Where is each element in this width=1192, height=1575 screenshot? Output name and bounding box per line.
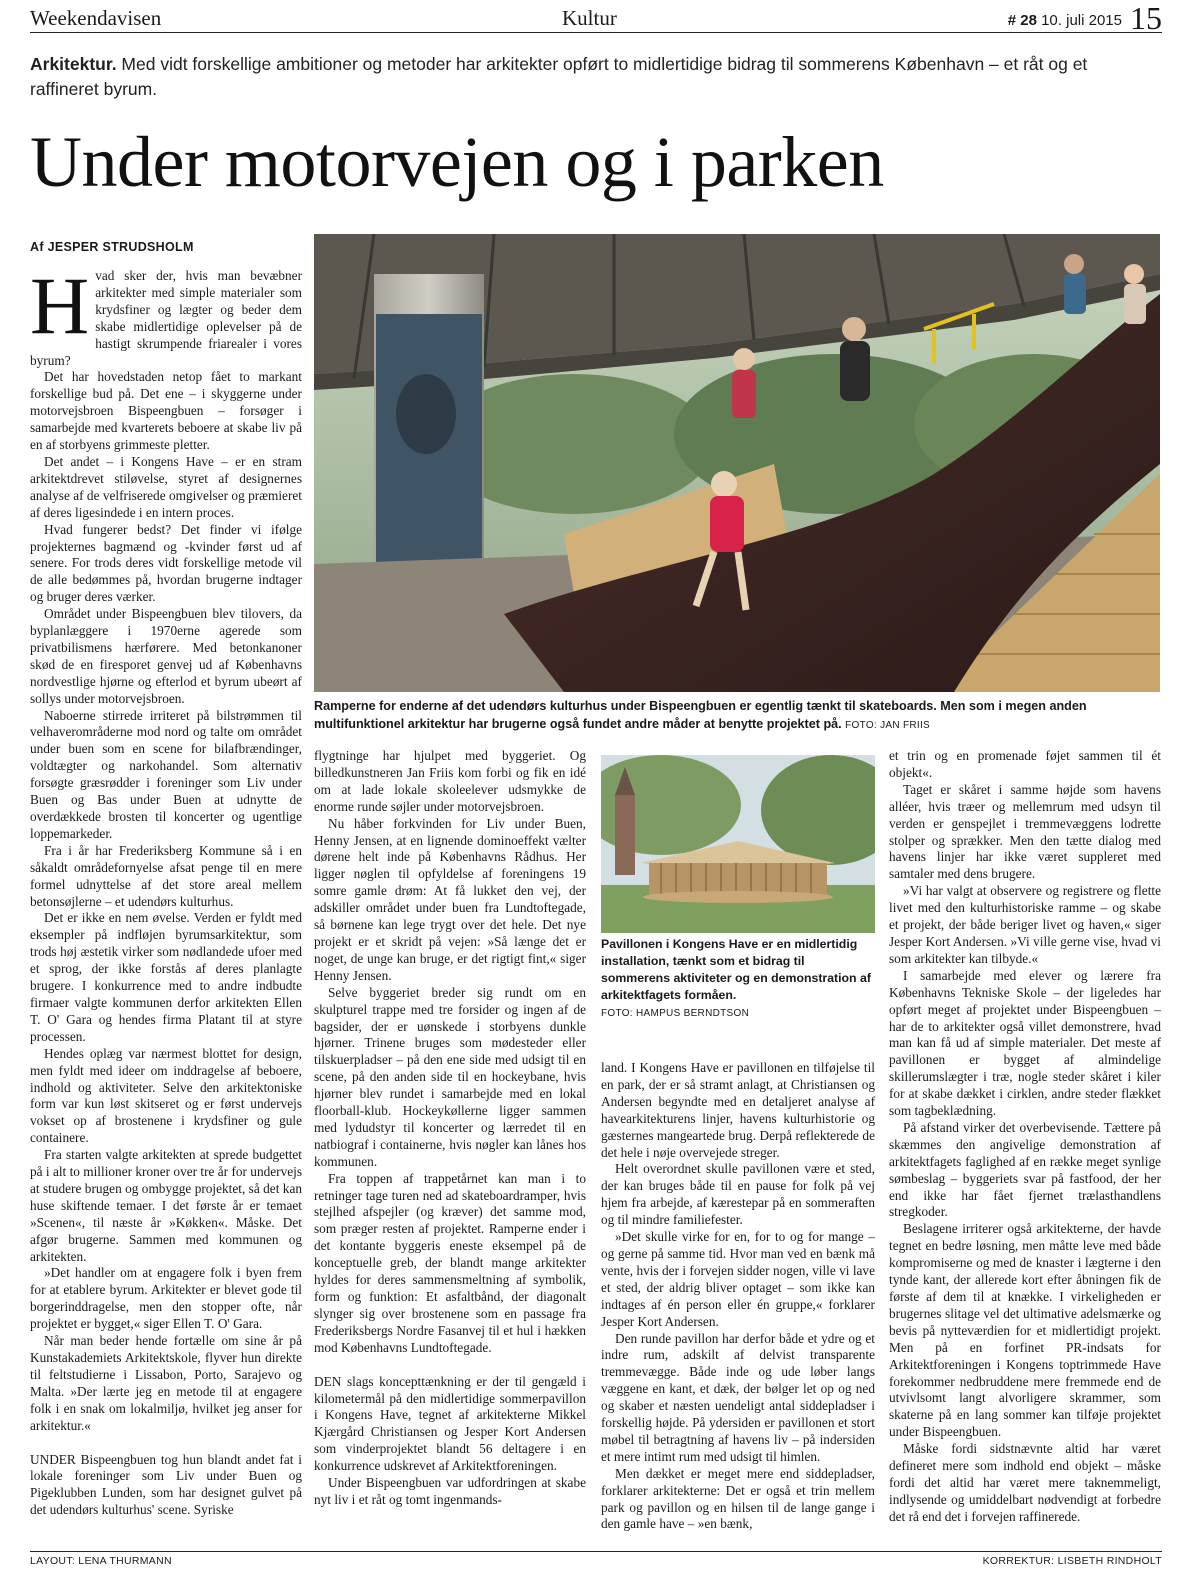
kicker xyxy=(30,52,1090,102)
paragraph: »Det handler om at engagere folk i byen frem for at etablere byrum. Arkitekter er blevet gode til borgerinddragelse, men den stopper ofte, når projektet er bygget,« siger Ellen T. O' Gara. xyxy=(30,1265,302,1332)
paragraph: På afstand virker det overbevisende. Tættere på skæmmes den angivelige demonstration af arkitektfagets faglighed af en række meget synlige sømbeslag – byggeriets svar på fastfood, der her end ikke har fået fjernet trælasthandlens stregkoder. xyxy=(889,1119,1161,1220)
paragraph: Naboerne stirrede irriteret på bilstrømmen til velhaverområderne mod nord og talte om området under buen som en scene for bilafbrændinger, voldtægter og narkohandel. Som alternativ forsøgte græsrødder i foreninger som Liv under Buen og Bas under Buen at udnytte de overdækkede brosten til koncerter og ugentlige loppemarkeder. xyxy=(30,707,302,841)
page-number: 15 xyxy=(1130,0,1162,36)
pavilion-photo-caption xyxy=(601,936,875,1022)
issue-info xyxy=(1008,12,1122,29)
small-photo-credit: FOTO: HAMPUS BERNDTSON xyxy=(601,1008,750,1019)
main-photo-credit: FOTO: JAN FRIIS xyxy=(845,720,931,731)
publication-name: Weekendavisen xyxy=(30,6,162,30)
headline: Under motorvejen og i parken xyxy=(30,122,884,202)
issue-number: # 28 xyxy=(1007,12,1037,29)
paragraph: Beslagene irriterer også arkitekterne, der havde tegnet en bedre løsning, men måtte leve med både kompromiserne og med de knaster i lægterne i den tynde kant, der allerede kort efter åbningen fik de første af dem til at knække. I virkeligheden er brugernes slitage vel det ultimative adelsmærke og bevis på nytteværdien for et midlertidigt projekt. Men på en forfinet PR-indsats for Arkitektforeningen i Kongens toptrimmede Have forekommer nedbruddene mere fremmede end de utvivlsomt langt alvorligere skrammer, som skaterne på en lang sommer kan tilføje projektet under Bispeengbuen. xyxy=(889,1221,1161,1440)
paragraph: land. I Kongens Have er pavillonen en tilføjelse til en park, der er så stramt anlagt, at Christiansen og Andersen begyndte med en detaljeret analyse af havearkitekturens linjer, havens kulturhistorie og gæsternes mangeartede brug. Derpå reflekterede de det hele i nøje overvejede streger. xyxy=(601,1060,875,1160)
paragraph: »Det skulle virke for en, for to og for mange – og gerne på samme tid. Hvor man ved en bænk må vente, hvis der i forvejen sidder nogen, ville vi lave et sted, der aldrig bliver optaget – som ikke kan indtages af én person eller én gruppe,« forklarer Jesper Kort Andersen. xyxy=(601,1229,875,1329)
body-column-3 xyxy=(601,1060,875,1533)
section-name: Kultur xyxy=(562,6,617,30)
main-photo xyxy=(314,234,1160,692)
paragraph: Hvad fungerer bedst? Det finder vi ifølge projekternes bagmænd og -kvinder først ud af senere. For trods deres vidt forskellige metode vil de alle bedømmes på, hvordan brugerne indtager og bruger deres værker. xyxy=(30,521,302,605)
paragraph: I samarbejde med elever og lærere fra Københavns Tekniske Skole – der ligeledes har opført meget af projektet under Bispeengbuen – har de to arkitekter også villet demonstrere, hvad man kan få ud af simple materialer. Det meste af pavillonen er bygget af almindelige skillerumslægter i træ, nogle steder skåret i kiler for at skabe dækket i cirklen, andre steder flækket som tagbeklædning. xyxy=(889,967,1161,1119)
paragraph: flygtninge har hjulpet med byggeriet. Og billedkunstneren Jan Friis kom forbi og fik en idé om at lade lokale skoleelever udsmykke de enorme runde søjler under motorvejsbroen. xyxy=(314,748,586,814)
paragraph: Det har hovedstaden netop fået to markant forskellige bud på. Det ene – i skyggerne under motorvejsbroen Bispeengbuen – forsøger i samarbejde med kvarterets beboere at skabe liv på en af storbyens grimmeste pletter. xyxy=(30,369,302,453)
drop-cap: H xyxy=(30,260,90,351)
page-footer xyxy=(30,1551,1162,1572)
body-column-2 xyxy=(314,748,586,1509)
paragraph: Nu håber forkvinden for Liv under Buen, Henny Jensen, at en lignende dominoeffekt vælter dørene helt inde på Københavns Rådhus. Her ligger nøglen til opfyldelse af foreningens 19 somre gamle drøm: At få lukket den vej, der adskiller området under buen fra Lundtoftegade, så børnene kan lege trygt over det hele. Det nye projekt er et skridt på vejen: »Så længe det er noget, de unge kan bruge, er det rigtigt fint,« siger Henny Jensen. xyxy=(314,815,586,983)
paragraph: Området under Bispeengbuen blev tilovers, da byplanlæggere i 1970erne agerede som privatbilismens hærførere. Med betonkanoner skød de en firesporet genvej ud af Københavns nordvestlige hjørne og efterlod et byrum ubeørt af sollys under motorvejsbroen. xyxy=(30,606,302,706)
layout-credit: LAYOUT: LENA THURMANN xyxy=(30,1555,172,1567)
issue-date: 10. juli 2015 xyxy=(1041,12,1122,29)
paragraph: Hendes oplæg var nærmest blottet for design, men fyldt med ideer om inddragelse af beboere, indhold og aktiviteter. Selve den arkitektoniske form var kun løst skitseret og er først undervejs vokset op af brostenene i krydsfiner og gule containere. xyxy=(30,1045,302,1146)
paragraph: Selve byggeriet breder sig rundt om en skulpturel trappe med tre forsider og ingen af de bagsider, der er uønskede i storbyens dunkle hjørner. Trinene bruges som mødesteder eller tilskuerpladser – på den ene side med udsigt til en scene, på den anden side til en hockeybane, hvis hjørner blev rundet i samarbejde med en lokal floorball-klub. Hockeykøllerne ligger sammen med lydudstyr til koncerter og lærredet til en natbiograf i containerne, hvis nøgler kan lånes hos kommunen. xyxy=(314,984,586,1169)
paragraph: Fra i år har Frederiksberg Kommune så i en såkaldt områdefornyelse afsat penge til en mere formel udnyttelse af det store areal mellem betonsøjlerne – et udendørs kulturhus. xyxy=(30,842,302,909)
small-caption-text: Pavillonen i Kongens Have er en midlertidig installation, tænkt som et bidrag til sommerens aktiviteter og en demonstration af arkitektfagets formåen. xyxy=(601,937,871,1002)
paragraph: Fra toppen af trappetårnet kan man i to retninger tage turen ned ad skateboardramper, hvis stejlhed afspejler (og kræver) det samme mod, som præger resten af projektet. Ramperne ender i det kontante byggeris eneste eksempel på de konceptuelle greb, der blandt mange arkitekter hyldes for deres sammensmeltning af symbolik, form og funktion: Et asfaltbånd, der diagonalt slynger sig over brostenene som en passage fra Frederiksbergs Nordre Fasanvej til et hul i hækken mod Københavns Lundtoftegade. xyxy=(314,1170,586,1355)
paragraph: Det andet – i Kongens Have – er en stram arkitektdrevet stiløvelse, styret af designernes analyse af de velfriserede omgivelser og præmieret af deres ligesindede i en intern proces. xyxy=(30,453,302,520)
body-column-1 xyxy=(30,260,302,1519)
paragraph: Når man beder hende fortælle om sine år på Kunstakademiets Arkitektskole, flyver hun direkte til feltstudierne i Lissabon, Porto, Sarajevo og Malta. »Der lærte jeg en metode til at engagere folk i en snak om lokalmiljø, hvilket jeg anser for arkitektur.« xyxy=(30,1333,302,1433)
byline: Af JESPER STRUDSHOLM xyxy=(30,240,194,254)
main-caption-text: Ramperne for enderne af det udendørs kulturhus under Bispeengbuen er egentlig tænkt til skateboards. Men som i megen anden multifunktionel arkitektur har brugerne også fundet andre måder at benytte projektet på. xyxy=(314,699,1087,731)
body-column-4 xyxy=(889,748,1161,1526)
pavilion-photo-illustration xyxy=(601,755,875,933)
paragraph: Måske fordi sidstnævnte altid har været defineret mere som indhold end objekt – måske fordi det altid har været mere taknemmeligt, indlysende og umiddelbart nødvendigt at forbedre det rå end det i forvejen raffinerede. xyxy=(889,1441,1161,1524)
paragraph: Fra starten valgte arkitekten at sprede budgettet på i alt to millioner kroner over tre år for undervejs at studere brugen og ombygge projektet, så det kan huse skiftende temaer. I det første år er temaet »Scenen«, til næste år »Køkken«. Måske. Det afgør brugerne. Sammen med kommunen og arkitekten. xyxy=(30,1147,302,1264)
paragraph: Helt overordnet skulle pavillonen være et sted, der kan bruges både til en pause for folk på vej hjem fra arbejde, af kærestepar på en sommeraften og til mindre familiefester. xyxy=(601,1161,875,1228)
paragraph: »Vi har valgt at observere og registrere og flette livet med den kulturhistoriske ramme – og skabe et projekt, der både beriger livet og haven,« siger Jesper Kort Andersen. »Vi ville gerne vise, hvad vi som arkitekter kan tilbyde.« xyxy=(889,883,1161,966)
main-photo-caption xyxy=(314,697,1160,735)
paragraph: Den runde pavillon har derfor både et ydre og et indre rum, adskilt af delvist transparente tremmevægge. Både inde og ude løber langs væggene en kant, et dæk, der bølger let op og ned og skaber et næsten uendeligt antal siddepladser i forskellig højde. På ydersiden er pavillonen et stort møbel til betragtning af havens liv – på indersiden et mere intimt rum med udsigt til himlen. xyxy=(601,1330,875,1464)
paragraph: Taget er skåret i samme højde som havens alléer, hvis træer og mellemrum med udsyn til verden er genspejlet i tremmevæggens lodrette stolper og sprækker. Men den tætte dialog med havens linjer har ikke været suppleret med samtaler med dens brugere. xyxy=(889,781,1161,882)
kicker-text: Med vidt forskellige ambitioner og metoder har arkitekter opført to midlertidige bidrag til sommerens København – et råt og et raffineret byrum. xyxy=(30,54,1088,99)
proofreading-credit: KORREKTUR: LISBETH RINDHOLT xyxy=(982,1555,1162,1567)
paragraph: UNDER Bispeengbuen tog hun blandt andet fat i lokale foreninger som Liv under Buen og Pigeklubben Lunden, som har designet gulvet på det udendørs kulturhus' scene. Syriske xyxy=(30,1451,302,1518)
paragraph: DEN slags koncepttænkning er der til gengæld i kilometermål på den midlertidige sommerpavillon i Kongens Have, tegnet af arkitekterne Mikkel Kjærgård Christiansen og Jesper Kort Andersen som vinderprojektet blandt 56 deltagere i en konkurrence udskrevet af Arkitektforeningen. xyxy=(314,1373,586,1474)
kicker-label: Arkitektur. xyxy=(30,54,117,74)
paragraph: Men dækket er meget mere end siddepladser, forklarer arkitekterne: Det er også et trin mellem park og pavillon og en hilsen til de lange gange i den gamle have – »en bænk, xyxy=(601,1465,875,1532)
paragraph: Under Bispeengbuen var udfordringen at skabe nyt liv i et råt og tomt ingenmands- xyxy=(314,1475,586,1507)
paragraph: Det er ikke en nem øvelse. Verden er fyldt med eksempler på indfløjen byrumsarkitektur, som trods høj æstetik virker som nødlandede ufoer med et sprog, der ikke forstås af deres planlagte brugere. I konkurrence med to andre indbudte firmaer valgte kommunen derfor arkitekten Ellen T. O' Gara og hendes firma Platant til at styre processen. xyxy=(30,910,302,1044)
main-photo-illustration xyxy=(314,234,1160,692)
paragraph: vad sker der, hvis man bevæbner arkitekter med simple materialer som krydsfiner og lægter og beder dem skabe midlertidige oplevelser på de hastigt skrumpende friarealer i vores byrum? xyxy=(30,268,302,368)
page-header xyxy=(30,0,1162,36)
paragraph: et trin og en promenade føjet sammen til ét objekt«. xyxy=(889,748,1161,780)
pavilion-photo xyxy=(601,755,875,933)
